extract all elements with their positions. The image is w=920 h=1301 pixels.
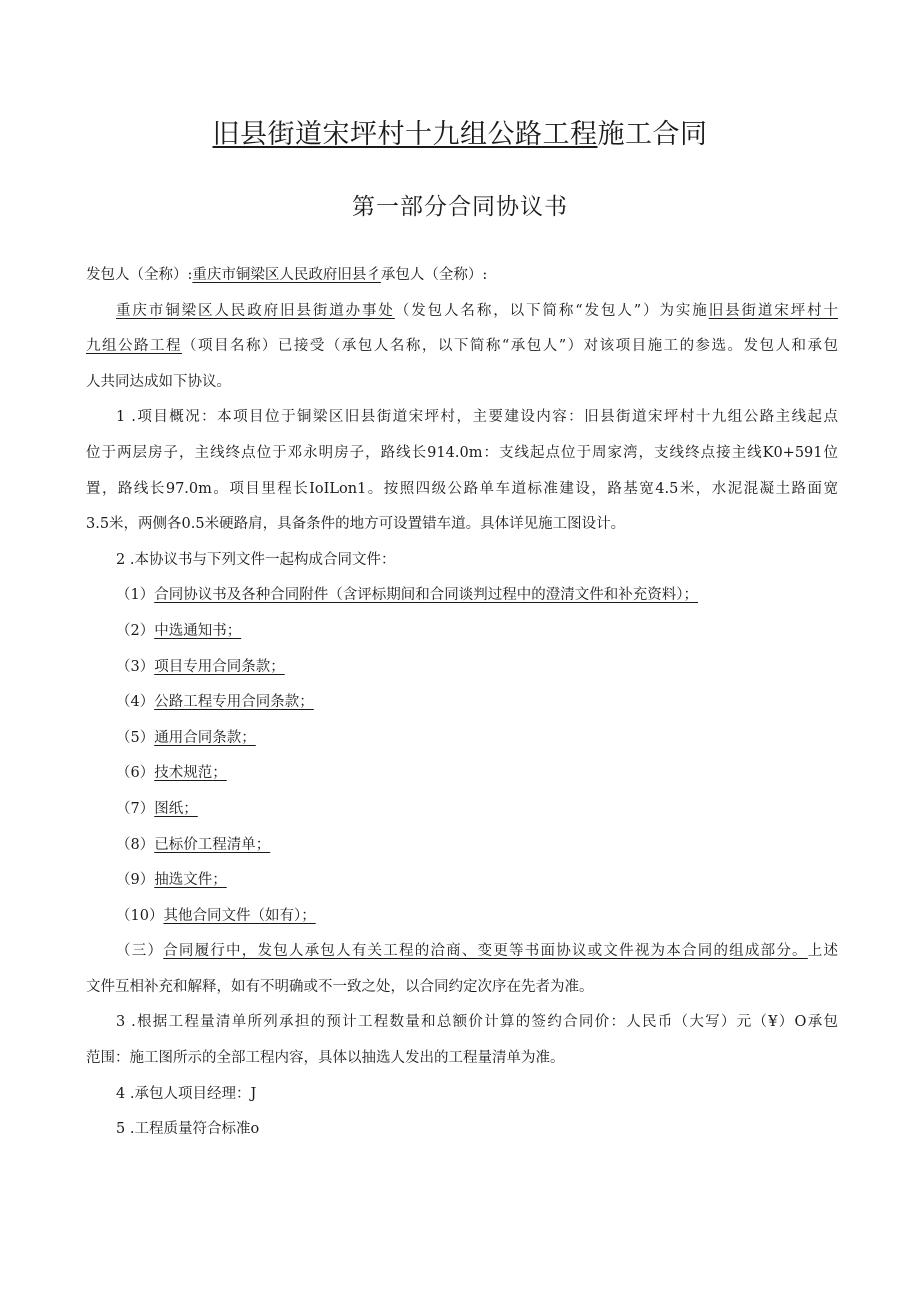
employer-name: 重庆市铜梁区人民政府旧县彳 (192, 267, 381, 283)
list-item-number: （6） (116, 765, 155, 782)
intro-line-1 (86, 298, 838, 334)
list-item-number: （1） (116, 587, 155, 604)
list-item-number: （10） (116, 907, 164, 924)
list-item (86, 938, 838, 974)
list-item-text: 公路工程专用合同条款； (154, 694, 314, 711)
list-item-number: （4） (116, 694, 155, 711)
clause-2-heading: 2 .本协议书与下列文件一起构成合同文件： (116, 551, 396, 568)
list-item-text: 项目专用合同条款； (154, 658, 285, 675)
list-item-text: 其他合同文件（如有）； (163, 907, 316, 924)
list-item-number: （三） (116, 943, 164, 960)
title-suffix: 施工合同 (597, 119, 708, 150)
list-item-continuation: 上述 (807, 943, 839, 960)
project-name-inline-1: 旧县街道宋坪村十 (708, 302, 838, 319)
list-item-text: 合同履行中，发包人承包人有关工程的洽商、变更等书面协议或文件视为本合同的组成部分。 (163, 943, 808, 960)
intro-line-3: 人共同达成如下协议。 (86, 373, 231, 390)
contractor-label: 承包人（全称）: (380, 267, 488, 283)
clause-3-line-1: 3 .根据工程量清单所列承担的预计工程数量和总额价计算的签约合同价：人民币（大写）元（¥）O承包 (116, 1014, 838, 1031)
agreement-body (86, 262, 838, 1152)
clause-1-line-1: 1 .项目概况：本项目位于铜梁区旧县街道宋坪村，主要建设内容：旧县街道宋坪村十九组公路主线起点 (116, 409, 838, 426)
clause-1-line-4: 3.5米，两侧各0.5米硬路肩，具备条件的地方可设置错车道。具体详见施工图设计。 (86, 516, 626, 533)
list-item-text: 合同协议书及各种合同附件（含评标期间和合同谈判过程中的澄清文件和补充资料）； (154, 587, 698, 604)
list-item (86, 832, 838, 868)
list-item (86, 618, 838, 654)
list-item (86, 689, 838, 725)
list-item (86, 582, 838, 618)
intro-line-2 (86, 333, 838, 369)
intro-text-1: （发包人名称，以下简称“发包人”）为实施 (394, 302, 709, 319)
list-item-number: （5） (116, 729, 155, 746)
clause-4: 4 .承包人项目经理：J (116, 1085, 257, 1102)
clause-3-line-2: 范围：施工图所示的全部工程内容，具体以抽选人发出的工程量清单为准。 (86, 1050, 565, 1067)
parties-line (86, 262, 838, 298)
clause-1-line-3: 置，路线长97.0m。项目里程长IoILon1。按照四级公路单车道标准建设，路基宽4.5米，水泥混凝土路面宽 (86, 480, 838, 497)
clause-1-line-2: 位于两层房子，主线终点位于邓永明房子，路线长914.0m：支线起点位于周家湾，支线终点接主线K0+591位 (86, 444, 838, 461)
list-item-text: 中选通知书； (154, 622, 242, 639)
list-item-number: （3） (116, 658, 155, 675)
clause-5: 5 .工程质量符合标准o (116, 1121, 260, 1138)
list-item (86, 725, 838, 761)
list-item-line-2: 文件互相补充和解释，如有不明确或不一致之处，以合同约定次序在先者为准。 (86, 978, 594, 995)
list-item-number: （7） (116, 800, 155, 817)
section-title: 第一部分合同协议书 (352, 194, 568, 220)
document-title (0, 112, 920, 151)
project-name: 旧县街道宋坪村十九组公路工程 (212, 119, 598, 150)
list-item (86, 903, 838, 939)
list-item-number: （8） (116, 836, 155, 853)
list-item (86, 796, 838, 832)
list-item-number: （2） (116, 622, 155, 639)
list-item-text: 技术规范； (154, 765, 227, 782)
list-item-text: 图纸； (154, 800, 198, 817)
employer-full-name: 重庆市铜梁区人民政府旧县街道办事处 (116, 302, 395, 319)
project-name-inline-2: 九组公路工程 (86, 338, 182, 355)
list-item (86, 760, 838, 796)
intro-text-2: （项目名称）已接受（承包人名称，以下简称“承包人”）对该项目施工的参选。发包人和承包 (181, 338, 839, 355)
list-item-text: 通用合同条款； (154, 729, 256, 746)
list-item-text: 已标价工程清单； (154, 836, 271, 853)
list-item-number: （9） (116, 872, 155, 889)
list-item (86, 654, 838, 690)
list-item (86, 867, 838, 903)
list-item-text: 抽选文件； (154, 872, 227, 889)
employer-label: 发包人（全称）: (86, 267, 193, 283)
